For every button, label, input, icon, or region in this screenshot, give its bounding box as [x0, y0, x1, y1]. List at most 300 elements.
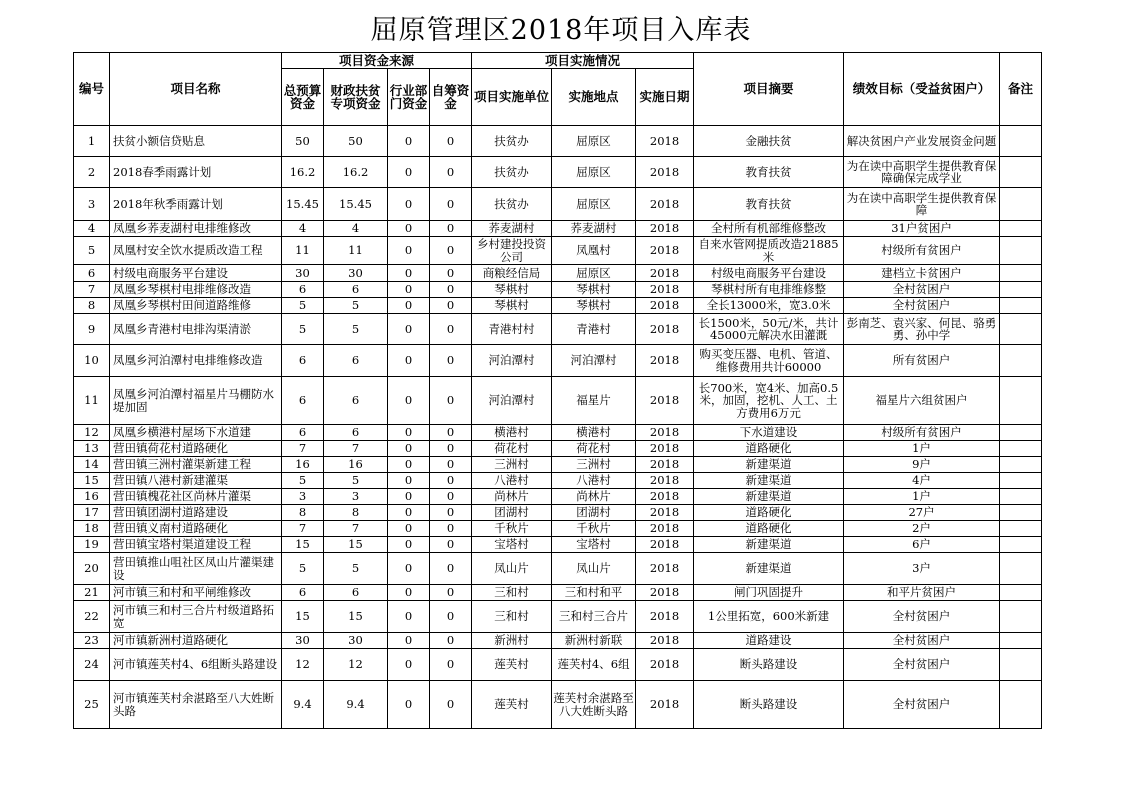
cell-project-name: 扶贫小额信贷贴息 — [110, 126, 282, 157]
cell-project-name: 凤凰村安全饮水提质改造工程 — [110, 237, 282, 265]
cell-dept-fund: 0 — [388, 188, 430, 221]
cell-summary: 长1500米，50元/米，共计45000元解决水田灌溉 — [694, 314, 844, 345]
cell-no: 25 — [74, 681, 110, 729]
cell-target: 全村贫困户 — [844, 298, 1000, 314]
cell-impl-date: 2018 — [636, 265, 694, 282]
cell-summary: 购买变压器、电机、管道、维修费用共计60000 — [694, 345, 844, 377]
table-row — [74, 265, 1042, 282]
cell-budget: 9.4 — [282, 681, 324, 729]
cell-dept-fund: 0 — [388, 633, 430, 649]
cell-impl-date: 2018 — [636, 585, 694, 601]
cell-budget: 16 — [282, 457, 324, 473]
cell-impl-place: 青港村 — [552, 314, 636, 345]
cell-impl-unit: 商粮经信局 — [472, 265, 552, 282]
cell-impl-unit: 荷花村 — [472, 441, 552, 457]
cell-target: 2户 — [844, 521, 1000, 537]
cell-fiscal-fund: 8 — [324, 505, 388, 521]
cell-budget: 6 — [282, 585, 324, 601]
cell-impl-unit: 三和村 — [472, 601, 552, 633]
cell-summary: 新建渠道 — [694, 489, 844, 505]
header-remark: 备注 — [1000, 53, 1042, 126]
cell-target: 1户 — [844, 489, 1000, 505]
table-row — [74, 237, 1042, 265]
table-row — [74, 489, 1042, 505]
cell-budget: 5 — [282, 473, 324, 489]
cell-remark — [1000, 553, 1042, 585]
cell-impl-place: 荞麦湖村 — [552, 221, 636, 237]
cell-self-fund: 0 — [430, 537, 472, 553]
cell-dept-fund: 0 — [388, 537, 430, 553]
cell-target: 和平片贫困户 — [844, 585, 1000, 601]
cell-impl-place: 荷花村 — [552, 441, 636, 457]
cell-target: 全村贫困户 — [844, 633, 1000, 649]
cell-budget: 5 — [282, 314, 324, 345]
cell-no: 5 — [74, 237, 110, 265]
cell-no: 4 — [74, 221, 110, 237]
header-self-fund: 自筹资金 — [430, 69, 472, 126]
cell-summary: 断头路建设 — [694, 649, 844, 681]
cell-dept-fund: 0 — [388, 157, 430, 188]
cell-project-name: 凤凰乡琴棋村田间道路维修 — [110, 298, 282, 314]
cell-fiscal-fund: 4 — [324, 221, 388, 237]
cell-target: 9户 — [844, 457, 1000, 473]
cell-target: 全村贫困户 — [844, 681, 1000, 729]
cell-impl-place: 三和村三合片 — [552, 601, 636, 633]
cell-impl-place: 三洲村 — [552, 457, 636, 473]
cell-dept-fund: 0 — [388, 489, 430, 505]
cell-budget: 11 — [282, 237, 324, 265]
cell-impl-date: 2018 — [636, 649, 694, 681]
cell-impl-date: 2018 — [636, 601, 694, 633]
cell-project-name: 凤凰乡河泊潭村福星片马棚防水堤加固 — [110, 377, 282, 425]
cell-budget: 16.2 — [282, 157, 324, 188]
cell-impl-date: 2018 — [636, 237, 694, 265]
cell-impl-date: 2018 — [636, 314, 694, 345]
cell-project-name: 河市镇新洲村道路硬化 — [110, 633, 282, 649]
cell-self-fund: 0 — [430, 601, 472, 633]
cell-impl-unit: 横港村 — [472, 425, 552, 441]
cell-no: 21 — [74, 585, 110, 601]
cell-summary: 道路硬化 — [694, 505, 844, 521]
cell-no: 12 — [74, 425, 110, 441]
cell-budget: 8 — [282, 505, 324, 521]
table-row — [74, 314, 1042, 345]
header-dept-fund: 行业部门资金 — [388, 69, 430, 126]
cell-fiscal-fund: 3 — [324, 489, 388, 505]
cell-target: 建档立卡贫困户 — [844, 265, 1000, 282]
cell-summary: 新建渠道 — [694, 553, 844, 585]
cell-self-fund: 0 — [430, 521, 472, 537]
cell-summary: 1公里拓宽，600米新建 — [694, 601, 844, 633]
cell-impl-place: 凤凰村 — [552, 237, 636, 265]
table-row — [74, 633, 1042, 649]
cell-target: 彭南芝、袁兴家、何昆、骆勇勇、孙中学 — [844, 314, 1000, 345]
cell-fiscal-fund: 16.2 — [324, 157, 388, 188]
cell-fiscal-fund: 50 — [324, 126, 388, 157]
cell-impl-place: 莲芙村余湛路至八大姓断头路 — [552, 681, 636, 729]
cell-impl-date: 2018 — [636, 425, 694, 441]
cell-remark — [1000, 601, 1042, 633]
cell-impl-unit: 莲芙村 — [472, 649, 552, 681]
cell-impl-place: 团湖村 — [552, 505, 636, 521]
cell-target: 为在读中高职学生提供教育保障 — [844, 188, 1000, 221]
cell-budget: 7 — [282, 441, 324, 457]
header-impl-place: 实施地点 — [552, 69, 636, 126]
cell-no: 10 — [74, 345, 110, 377]
cell-remark — [1000, 377, 1042, 425]
cell-impl-date: 2018 — [636, 681, 694, 729]
cell-self-fund: 0 — [430, 237, 472, 265]
cell-fiscal-fund: 5 — [324, 298, 388, 314]
cell-remark — [1000, 221, 1042, 237]
cell-budget: 15.45 — [282, 188, 324, 221]
cell-no: 6 — [74, 265, 110, 282]
table-row — [74, 473, 1042, 489]
header-fund-source: 项目资金来源 — [282, 53, 472, 69]
cell-fiscal-fund: 6 — [324, 345, 388, 377]
table-row — [74, 585, 1042, 601]
cell-remark — [1000, 265, 1042, 282]
cell-impl-date: 2018 — [636, 188, 694, 221]
cell-impl-unit: 八港村 — [472, 473, 552, 489]
cell-remark — [1000, 282, 1042, 298]
cell-impl-unit: 河泊潭村 — [472, 345, 552, 377]
cell-dept-fund: 0 — [388, 345, 430, 377]
cell-impl-unit: 荞麦湖村 — [472, 221, 552, 237]
cell-dept-fund: 0 — [388, 505, 430, 521]
cell-remark — [1000, 457, 1042, 473]
cell-self-fund: 0 — [430, 345, 472, 377]
cell-remark — [1000, 314, 1042, 345]
cell-project-name: 营田镇八港村新建灌渠 — [110, 473, 282, 489]
cell-remark — [1000, 425, 1042, 441]
cell-remark — [1000, 345, 1042, 377]
cell-project-name: 河市镇三和村三合片村级道路拓宽 — [110, 601, 282, 633]
table-row — [74, 681, 1042, 729]
cell-remark — [1000, 441, 1042, 457]
cell-impl-date: 2018 — [636, 298, 694, 314]
cell-impl-date: 2018 — [636, 473, 694, 489]
cell-impl-unit: 宝塔村 — [472, 537, 552, 553]
cell-impl-date: 2018 — [636, 521, 694, 537]
cell-impl-place: 三和村和平 — [552, 585, 636, 601]
header-implementation: 项目实施情况 — [472, 53, 694, 69]
cell-remark — [1000, 188, 1042, 221]
cell-fiscal-fund: 6 — [324, 282, 388, 298]
cell-project-name: 营田镇义南村道路硬化 — [110, 521, 282, 537]
cell-summary: 全长13000米，宽3.0米 — [694, 298, 844, 314]
cell-project-name: 2018年秋季雨露计划 — [110, 188, 282, 221]
cell-fiscal-fund: 6 — [324, 377, 388, 425]
project-table — [73, 52, 1042, 729]
cell-dept-fund: 0 — [388, 601, 430, 633]
cell-budget: 6 — [282, 345, 324, 377]
cell-impl-date: 2018 — [636, 489, 694, 505]
cell-impl-unit: 凤山片 — [472, 553, 552, 585]
cell-project-name: 营田镇槐花社区尚林片灌渠 — [110, 489, 282, 505]
cell-target: 为在读中高职学生提供教育保障确保完成学业 — [844, 157, 1000, 188]
cell-remark — [1000, 633, 1042, 649]
cell-no: 9 — [74, 314, 110, 345]
cell-fiscal-fund: 15 — [324, 601, 388, 633]
cell-summary: 道路建设 — [694, 633, 844, 649]
cell-self-fund: 0 — [430, 585, 472, 601]
cell-impl-place: 八港村 — [552, 473, 636, 489]
cell-dept-fund: 0 — [388, 681, 430, 729]
cell-self-fund: 0 — [430, 505, 472, 521]
table-row — [74, 441, 1042, 457]
cell-impl-unit: 千秋片 — [472, 521, 552, 537]
cell-fiscal-fund: 12 — [324, 649, 388, 681]
cell-summary: 琴棋村所有电排维修整 — [694, 282, 844, 298]
cell-fiscal-fund: 16 — [324, 457, 388, 473]
cell-remark — [1000, 521, 1042, 537]
cell-target: 村级所有贫困户 — [844, 237, 1000, 265]
table-body — [74, 126, 1042, 729]
cell-self-fund: 0 — [430, 221, 472, 237]
cell-self-fund: 0 — [430, 314, 472, 345]
table-row — [74, 188, 1042, 221]
cell-no: 7 — [74, 282, 110, 298]
cell-target: 解决贫困户产业发展资金问题 — [844, 126, 1000, 157]
cell-summary: 闸门巩固提升 — [694, 585, 844, 601]
cell-impl-date: 2018 — [636, 505, 694, 521]
cell-no: 20 — [74, 553, 110, 585]
cell-budget: 7 — [282, 521, 324, 537]
cell-dept-fund: 0 — [388, 126, 430, 157]
cell-project-name: 凤凰乡荞麦湖村电排维修改 — [110, 221, 282, 237]
cell-self-fund: 0 — [430, 265, 472, 282]
cell-fiscal-fund: 11 — [324, 237, 388, 265]
cell-project-name: 河市镇三和村和平闸维修改 — [110, 585, 282, 601]
cell-self-fund: 0 — [430, 553, 472, 585]
cell-fiscal-fund: 7 — [324, 441, 388, 457]
cell-budget: 6 — [282, 282, 324, 298]
cell-summary: 新建渠道 — [694, 473, 844, 489]
cell-dept-fund: 0 — [388, 521, 430, 537]
cell-self-fund: 0 — [430, 282, 472, 298]
cell-fiscal-fund: 9.4 — [324, 681, 388, 729]
cell-dept-fund: 0 — [388, 237, 430, 265]
cell-dept-fund: 0 — [388, 553, 430, 585]
cell-summary: 教育扶贫 — [694, 157, 844, 188]
cell-impl-date: 2018 — [636, 457, 694, 473]
cell-impl-place: 尚林片 — [552, 489, 636, 505]
cell-summary: 新建渠道 — [694, 457, 844, 473]
cell-impl-date: 2018 — [636, 553, 694, 585]
cell-target: 6户 — [844, 537, 1000, 553]
cell-project-name: 营田镇推山咀社区凤山片灌渠建设 — [110, 553, 282, 585]
cell-target: 全村贫困户 — [844, 601, 1000, 633]
cell-impl-unit: 尚林片 — [472, 489, 552, 505]
cell-target: 福星片六组贫困户 — [844, 377, 1000, 425]
cell-summary: 下水道建设 — [694, 425, 844, 441]
cell-remark — [1000, 473, 1042, 489]
cell-fiscal-fund: 30 — [324, 633, 388, 649]
table-row — [74, 298, 1042, 314]
cell-project-name: 2018春季雨露计划 — [110, 157, 282, 188]
cell-remark — [1000, 585, 1042, 601]
table-row — [74, 649, 1042, 681]
header-budget: 总预算资金 — [282, 69, 324, 126]
table-row — [74, 377, 1042, 425]
cell-no: 24 — [74, 649, 110, 681]
cell-remark — [1000, 157, 1042, 188]
cell-impl-place: 千秋片 — [552, 521, 636, 537]
cell-budget: 30 — [282, 265, 324, 282]
cell-self-fund: 0 — [430, 473, 472, 489]
cell-summary: 教育扶贫 — [694, 188, 844, 221]
cell-project-name: 凤凰乡河泊潭村电排维修改造 — [110, 345, 282, 377]
cell-impl-unit: 琴棋村 — [472, 282, 552, 298]
cell-dept-fund: 0 — [388, 265, 430, 282]
cell-impl-place: 莲芙村4、6组 — [552, 649, 636, 681]
cell-dept-fund: 0 — [388, 473, 430, 489]
header-impl-date: 实施日期 — [636, 69, 694, 126]
cell-impl-date: 2018 — [636, 441, 694, 457]
cell-budget: 5 — [282, 553, 324, 585]
cell-target: 1户 — [844, 441, 1000, 457]
cell-self-fund: 0 — [430, 649, 472, 681]
cell-remark — [1000, 537, 1042, 553]
cell-dept-fund: 0 — [388, 585, 430, 601]
cell-no: 22 — [74, 601, 110, 633]
cell-fiscal-fund: 5 — [324, 553, 388, 585]
cell-dept-fund: 0 — [388, 649, 430, 681]
cell-project-name: 营田镇荷花村道路硬化 — [110, 441, 282, 457]
cell-budget: 12 — [282, 649, 324, 681]
cell-remark — [1000, 649, 1042, 681]
cell-self-fund: 0 — [430, 126, 472, 157]
table-row — [74, 537, 1042, 553]
cell-fiscal-fund: 15 — [324, 537, 388, 553]
cell-self-fund: 0 — [430, 298, 472, 314]
cell-summary: 道路硬化 — [694, 521, 844, 537]
cell-no: 15 — [74, 473, 110, 489]
cell-self-fund: 0 — [430, 633, 472, 649]
table-row — [74, 126, 1042, 157]
cell-impl-date: 2018 — [636, 221, 694, 237]
cell-impl-date: 2018 — [636, 377, 694, 425]
cell-budget: 15 — [282, 537, 324, 553]
cell-remark — [1000, 126, 1042, 157]
header-summary: 项目摘要 — [694, 53, 844, 126]
cell-no: 2 — [74, 157, 110, 188]
cell-project-name: 营田镇团湖村道路建设 — [110, 505, 282, 521]
cell-project-name: 营田镇三洲村灌渠新建工程 — [110, 457, 282, 473]
cell-self-fund: 0 — [430, 188, 472, 221]
cell-no: 11 — [74, 377, 110, 425]
table-row — [74, 345, 1042, 377]
cell-impl-unit: 团湖村 — [472, 505, 552, 521]
cell-budget: 30 — [282, 633, 324, 649]
cell-project-name: 凤凰乡琴棋村电排维修改造 — [110, 282, 282, 298]
cell-self-fund: 0 — [430, 457, 472, 473]
cell-remark — [1000, 505, 1042, 521]
header-no: 编号 — [74, 53, 110, 126]
cell-target: 所有贫困户 — [844, 345, 1000, 377]
cell-impl-place: 屈原区 — [552, 265, 636, 282]
cell-target: 全村贫困户 — [844, 649, 1000, 681]
cell-impl-place: 琴棋村 — [552, 298, 636, 314]
cell-target: 27户 — [844, 505, 1000, 521]
header-impl-unit: 项目实施单位 — [472, 69, 552, 126]
cell-dept-fund: 0 — [388, 441, 430, 457]
table-row — [74, 457, 1042, 473]
cell-no: 1 — [74, 126, 110, 157]
cell-budget: 4 — [282, 221, 324, 237]
table-row — [74, 521, 1042, 537]
cell-summary: 长700米，宽4米、加高0.5米，加固，挖机、人工、土方费用6万元 — [694, 377, 844, 425]
cell-fiscal-fund: 15.45 — [324, 188, 388, 221]
cell-no: 13 — [74, 441, 110, 457]
cell-target: 村级所有贫困户 — [844, 425, 1000, 441]
cell-no: 14 — [74, 457, 110, 473]
cell-impl-unit: 扶贫办 — [472, 126, 552, 157]
cell-impl-unit: 青港村村 — [472, 314, 552, 345]
cell-summary: 全村所有机部维修整改 — [694, 221, 844, 237]
cell-target: 全村贫困户 — [844, 282, 1000, 298]
cell-self-fund: 0 — [430, 681, 472, 729]
table-row — [74, 282, 1042, 298]
cell-budget: 5 — [282, 298, 324, 314]
cell-self-fund: 0 — [430, 489, 472, 505]
header-fiscal-fund: 财政扶贫专项资金 — [324, 69, 388, 126]
cell-summary: 道路硬化 — [694, 441, 844, 457]
cell-dept-fund: 0 — [388, 314, 430, 345]
cell-project-name: 村级电商服务平台建设 — [110, 265, 282, 282]
cell-remark — [1000, 681, 1042, 729]
cell-project-name: 凤凰乡横港村屋场下水道建 — [110, 425, 282, 441]
cell-impl-place: 横港村 — [552, 425, 636, 441]
cell-project-name: 营田镇宝塔村渠道建设工程 — [110, 537, 282, 553]
cell-self-fund: 0 — [430, 157, 472, 188]
cell-no: 16 — [74, 489, 110, 505]
cell-project-name: 河市镇莲芙村余湛路至八大姓断头路 — [110, 681, 282, 729]
cell-impl-unit: 莲芙村 — [472, 681, 552, 729]
cell-dept-fund: 0 — [388, 457, 430, 473]
cell-impl-place: 屈原区 — [552, 188, 636, 221]
cell-dept-fund: 0 — [388, 425, 430, 441]
cell-impl-date: 2018 — [636, 345, 694, 377]
cell-fiscal-fund: 30 — [324, 265, 388, 282]
table-row — [74, 221, 1042, 237]
cell-impl-place: 河泊潭村 — [552, 345, 636, 377]
cell-impl-place: 凤山片 — [552, 553, 636, 585]
cell-impl-unit: 琴棋村 — [472, 298, 552, 314]
cell-impl-place: 屈原区 — [552, 157, 636, 188]
cell-remark — [1000, 237, 1042, 265]
cell-dept-fund: 0 — [388, 298, 430, 314]
cell-target: 4户 — [844, 473, 1000, 489]
cell-impl-date: 2018 — [636, 633, 694, 649]
cell-impl-place: 福星片 — [552, 377, 636, 425]
cell-impl-unit: 乡村建投投资公司 — [472, 237, 552, 265]
cell-impl-unit: 扶贫办 — [472, 188, 552, 221]
cell-budget: 6 — [282, 425, 324, 441]
cell-impl-place: 屈原区 — [552, 126, 636, 157]
cell-self-fund: 0 — [430, 377, 472, 425]
cell-remark — [1000, 298, 1042, 314]
cell-impl-date: 2018 — [636, 126, 694, 157]
cell-budget: 50 — [282, 126, 324, 157]
table-row — [74, 601, 1042, 633]
cell-budget: 15 — [282, 601, 324, 633]
cell-no: 19 — [74, 537, 110, 553]
cell-fiscal-fund: 5 — [324, 314, 388, 345]
cell-summary: 断头路建设 — [694, 681, 844, 729]
cell-impl-unit: 新洲村 — [472, 633, 552, 649]
